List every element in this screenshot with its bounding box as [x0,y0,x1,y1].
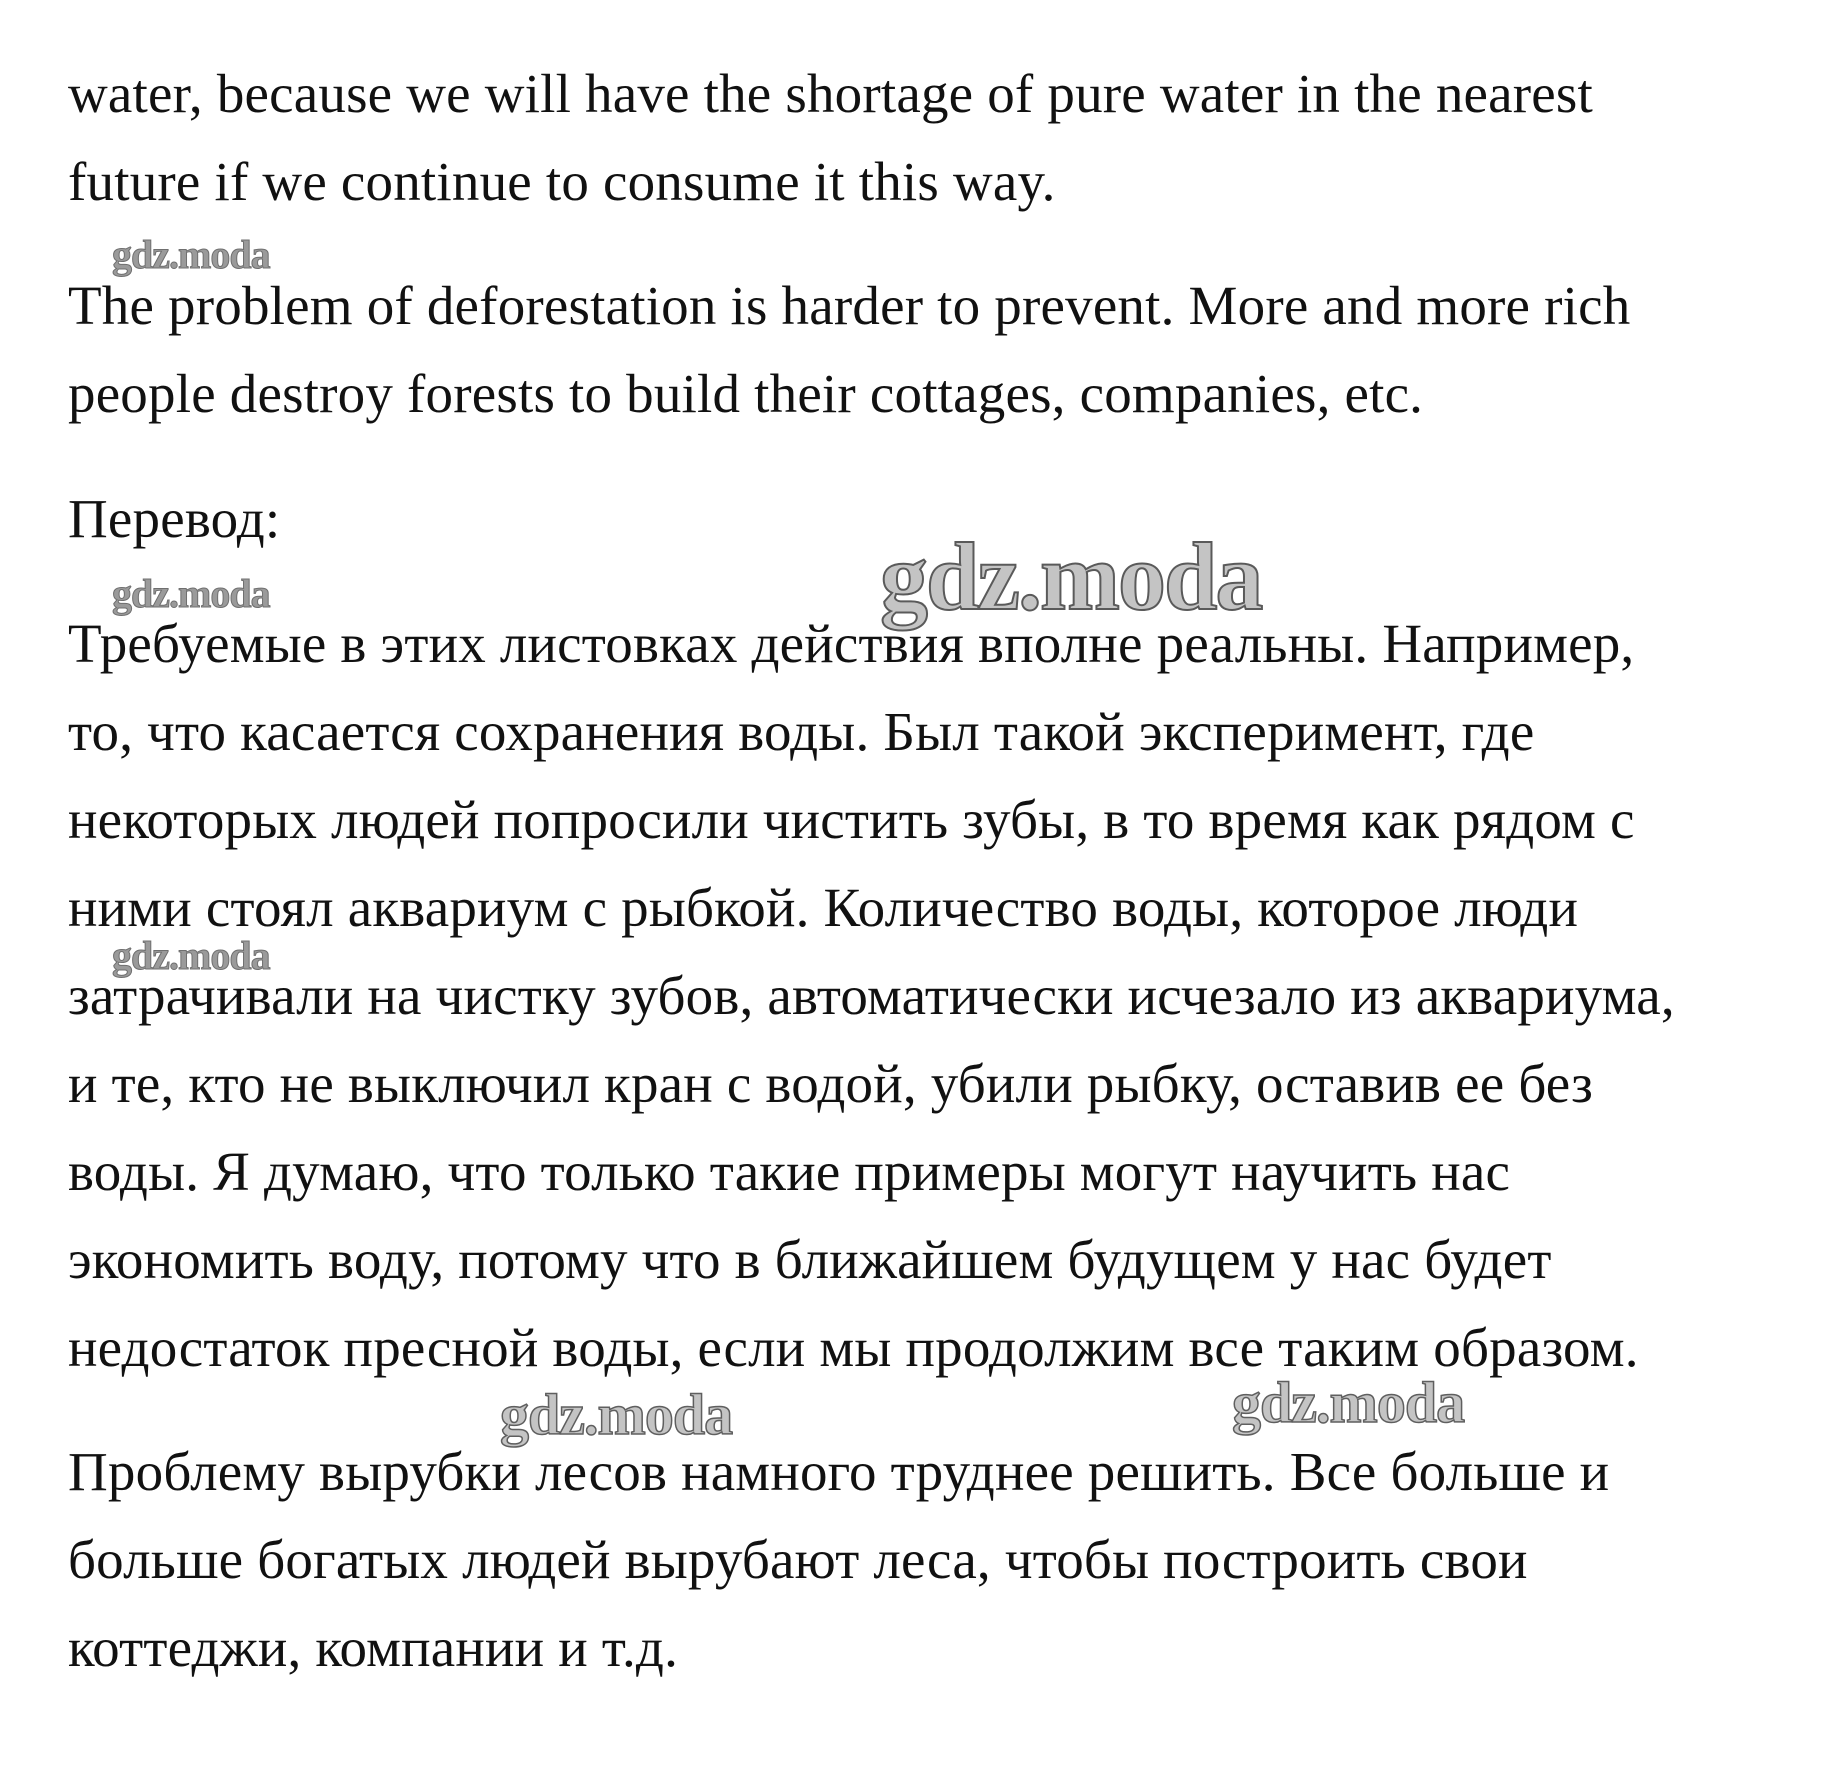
translation-paragraph-2-line-2: больше богатых людей вырубают леса, чтобы построить свои [68,1529,1528,1590]
translation-paragraph-1-line-3: некоторых людей попросили чистить зубы, в то время как рядом с [68,789,1635,850]
translation-paragraph-1-line-5: затрачивали на чистку зубов, автоматически исчезало из аквариума, [68,965,1675,1026]
translation-heading: Перевод: [68,488,281,549]
english-paragraph-1-line-1: water, because we will have the shortage of pure water in the nearest [68,63,1593,124]
english-paragraph-2-line-1: The problem of deforestation is harder to prevent. More and more rich [68,275,1631,336]
translation-paragraph-1-line-7: воды. Я думаю, что только такие примеры могут научить нас [68,1141,1511,1202]
translation-paragraph-1-line-8: экономить воду, потому что в ближайшем будущем у нас будет [68,1229,1552,1290]
english-paragraph-1-line-2: future if we continue to consume it this way. [68,151,1056,212]
watermark-mid-1: gdz.moda [500,1382,733,1447]
translation-paragraph-1-line-1: Требуемые в этих листовках действия вполне реальны. Например, [68,613,1635,674]
english-paragraph-2-line-2: people destroy forests to build their cottages, companies, etc. [68,363,1424,424]
translation-paragraph-2-line-1: Проблему вырубки лесов намного труднее решить. Все больше и [68,1441,1610,1502]
translation-paragraph-1-line-4: ними стоял аквариум с рыбкой. Количество воды, которое люди [68,877,1579,938]
watermark-small-1: gdz.moda [112,232,270,277]
translation-paragraph-1-line-9: недостаток пресной воды, если мы продолжим все таким образом. [68,1317,1639,1378]
watermark-small-3: gdz.moda [112,933,270,978]
watermark-small-2: gdz.moda [112,571,270,616]
translation-paragraph-1-line-2: то, что касается сохранения воды. Был такой эксперимент, где [68,701,1535,762]
watermark-mid-2: gdz.moda [1232,1370,1465,1435]
translation-paragraph-1-line-6: и те, кто не выключил кран с водой, убили рыбку, оставив ее без [68,1053,1594,1114]
translation-paragraph-2-line-3: коттеджи, компании и т.д. [68,1617,679,1678]
watermark-large: gdz.moda [880,523,1262,630]
